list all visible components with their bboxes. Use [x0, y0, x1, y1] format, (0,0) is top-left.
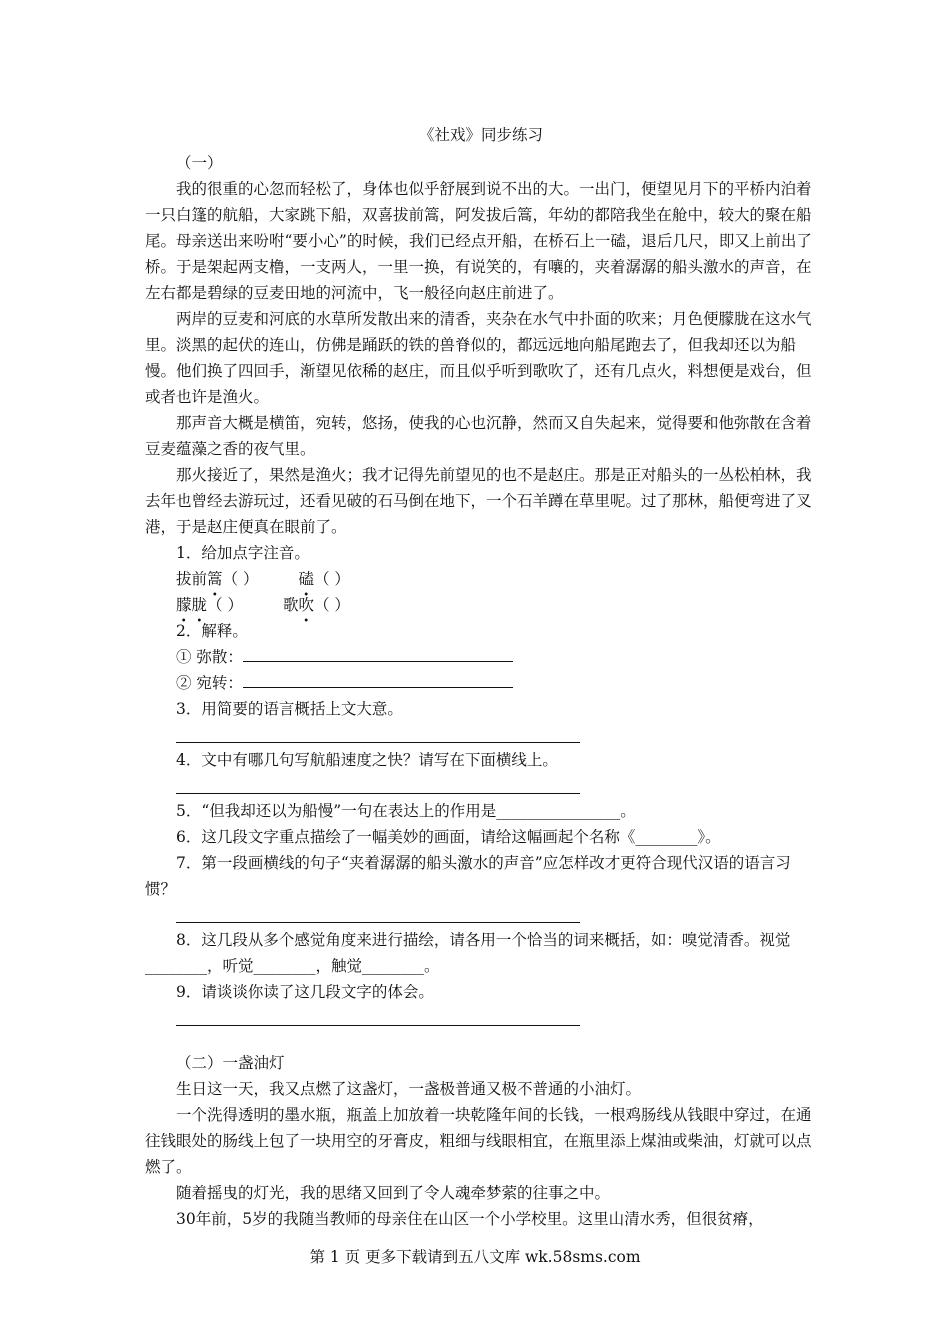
passage-paragraph: 随着摇曳的灯光，我的思绪又回到了令人魂牵梦萦的往事之中。 — [176, 1184, 611, 1202]
page-title: 《社戏》同步练习 — [418, 126, 543, 144]
answer-line[interactable] — [243, 673, 513, 688]
question-2a-label: ① 弥散： — [176, 648, 243, 666]
question-1: 1．给加点字注音。 — [176, 544, 310, 562]
pinyin-blank: （ ） — [314, 596, 350, 614]
pinyin-word: 拔前 — [176, 570, 208, 588]
passage-paragraph: 一个洗得透明的墨水瓶，瓶盖上加放着一块乾隆年间的长钱，一根鸡肠线从钱眼中穿过，在通往钱眼处的肠线上包了一块用空的牙膏皮，粗细与线眼相宜，在瓶里添上煤油或柴油，灯就可以点燃了。 — [145, 1106, 812, 1176]
passage-paragraph: 我的很重的心忽而轻松了，身体也似乎舒展到说不出的大。一出门，便望见月下的平桥内泊着一只白篷的航船，大家跳下船，双喜拔前篙，阿发拔后篙，年幼的都陪我坐在舱中，较大的聚在船尾。母亲送出来吩咐“要小心”的时候，我们已经点开船，在桥石上一磕，退后几尺，即又上前出了桥。于是架起两支橹，一支两人，一里一换，有说笑的，有嚷的，夹着潺潺的船头激水的声音，在左右都是碧绿的豆麦田地的河流中，飞一般径向赵庄前进了。 — [145, 180, 812, 302]
question-2b-label: ② 宛转： — [176, 674, 243, 692]
question-2: 2．解释。 — [176, 622, 248, 640]
dotted-char: 朦 — [176, 596, 192, 614]
question-8: 8．这几段从多个感觉角度来进行描绘，请各用一个恰当的词来概括，如：嗅觉清香。视觉________，听觉________，触觉________。 — [145, 931, 791, 975]
document-body — [145, 122, 817, 1232]
pinyin-row-2 — [145, 592, 817, 618]
question-6: 6．这几段文字重点描绘了一幅美妙的画面，请给这幅画起个名称《________》。 — [176, 828, 721, 846]
dotted-char: 篙 — [207, 570, 223, 588]
passage-paragraph: 30年前，5岁的我随当教师的母亲住在山区一个小学校里。这里山清水秀，但很贫瘠， — [176, 1210, 764, 1228]
dotted-char: 磕 — [298, 570, 314, 588]
passage-paragraph: 两岸的豆麦和河底的水草所发散出来的清香，夹杂在水气中扑面的吹来；月色便朦胧在这水气里。淡黑的起伏的连山，仿佛是踊跃的铁的兽脊似的，都远远地向船尾跑去了，但我却还以为船慢。他们换了四回手，渐望见依稀的赵庄，而且似乎听到歌吹了，还有几点火，料想便是戏台，但或者也许是渔火。 — [145, 310, 812, 406]
section-one-label: （一） — [176, 154, 223, 172]
passage-paragraph: 那火接近了，果然是渔火；我才记得先前望见的也不是赵庄。那是正对船头的一丛松柏林，我去年也曾经去游玩过，还看见破的石马倒在地下，一个石羊蹲在草里呢。过了那林，船便弯进了叉港，于是赵庄便真在眼前了。 — [145, 466, 812, 536]
answer-line[interactable] — [176, 902, 580, 923]
pinyin-blank: （ ） — [222, 570, 259, 588]
answer-line[interactable] — [176, 773, 580, 794]
pinyin-blank: （ ） — [313, 570, 350, 588]
question-9: 9．请谈谈你读了这几段文字的体会。 — [176, 983, 434, 1001]
pinyin-blank: （ ） — [207, 596, 243, 614]
question-7: 7．第一段画横线的句子“夹着潺潺的船头激水的声音”应怎样改才更符合现代汉语的语言习惯？ — [145, 854, 791, 898]
question-2b — [145, 670, 817, 696]
pinyin-row-1 — [145, 566, 817, 592]
section-two-title: （二）一盏油灯 — [176, 1054, 285, 1072]
question-4: 4．文中有哪几句写航船速度之快？请写在下面横线上。 — [176, 751, 558, 769]
answer-line[interactable] — [176, 1005, 580, 1026]
page-footer: 第 1 页 更多下载请到五八文库 wk.58sms.com — [309, 1248, 641, 1266]
answer-line[interactable] — [176, 722, 580, 743]
question-2a — [145, 644, 817, 670]
question-5: 5．“但我却还以为船慢”一句在表达上的作用是________________。 — [176, 802, 636, 820]
passage-paragraph: 那声音大概是横笛，宛转，悠扬，使我的心也沉静，然而又自失起来，觉得要和他弥散在含着豆麦蕴藻之香的夜气里。 — [145, 414, 812, 458]
question-3: 3．用简要的语言概括上文大意。 — [176, 700, 403, 718]
dotted-char: 胧 — [191, 596, 208, 614]
answer-line[interactable] — [243, 647, 513, 662]
passage-paragraph: 生日这一天，我又点燃了这盏灯，一盏极普通又极不普通的小油灯。 — [176, 1080, 642, 1098]
pinyin-word: 歌 — [282, 596, 299, 614]
dotted-char: 吹 — [298, 596, 314, 614]
